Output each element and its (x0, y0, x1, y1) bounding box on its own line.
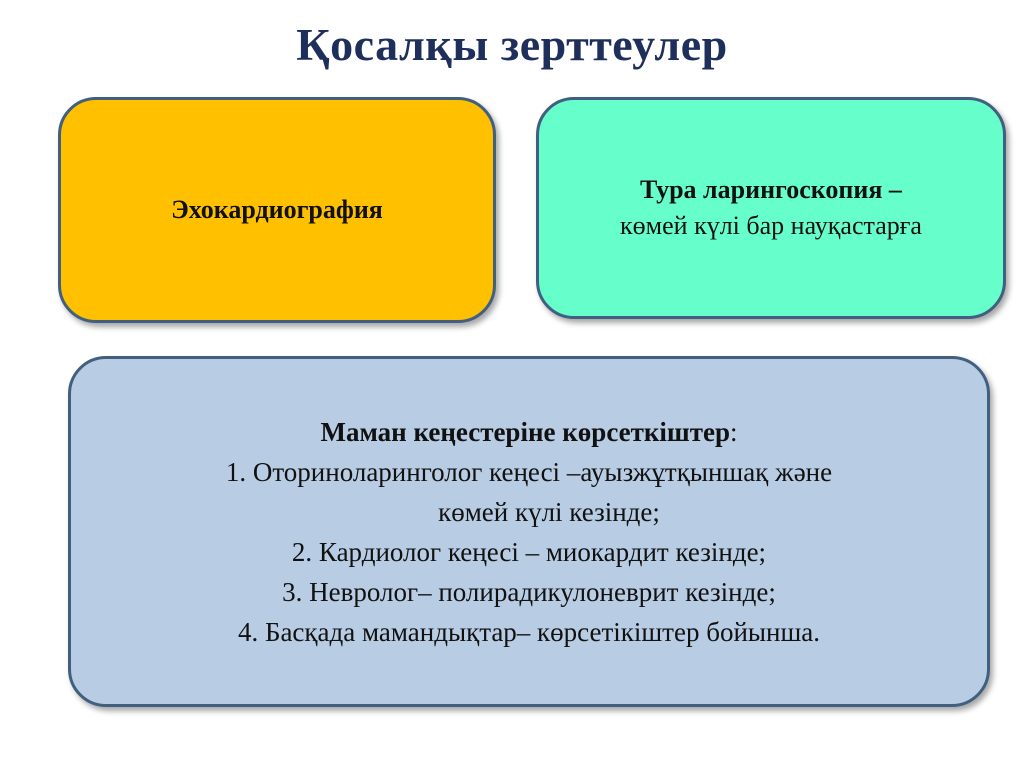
slide-title: Қосалқы зерттеулер (296, 19, 728, 70)
list-item (226, 452, 832, 492)
list-item-number: 2. (291, 536, 313, 567)
list-item-text: Невролог– полирадикулоневрит кезінде; (309, 576, 776, 607)
list-item-text: Оториноларинголог кеңесі –ауызжұтқыншақ және (252, 456, 833, 487)
laryngoscopy-box (536, 97, 1006, 319)
echocardiography-label: Эхокардиография (171, 195, 383, 224)
list-item (226, 612, 832, 652)
specialist-consultation-box (68, 356, 990, 707)
list-item-number: 1. (225, 456, 247, 487)
list-item-continuation: көмей күлі кезінде; (438, 496, 660, 527)
echocardiography-box (58, 97, 496, 323)
list-item-number: 3. (282, 576, 303, 607)
list-item (226, 572, 832, 612)
list-item-text: Басқада мамандықтар– көрсетікіштер бойынша. (264, 616, 821, 647)
laryngoscopy-title: Тура ларингоскопия – (640, 175, 902, 204)
list-item (226, 532, 832, 572)
laryngoscopy-description: көмей күлі бар науқастарға (620, 211, 922, 240)
consultation-heading: Маман кеңестеріне көрсеткіштер (320, 416, 730, 447)
consultation-list (226, 452, 832, 652)
consultation-heading-line (320, 412, 737, 452)
list-item-text: Кардиолог кеңесі – миокардит кезінде; (318, 536, 767, 567)
consultation-heading-colon: : (730, 416, 738, 447)
list-item-number: 4. (237, 616, 259, 647)
